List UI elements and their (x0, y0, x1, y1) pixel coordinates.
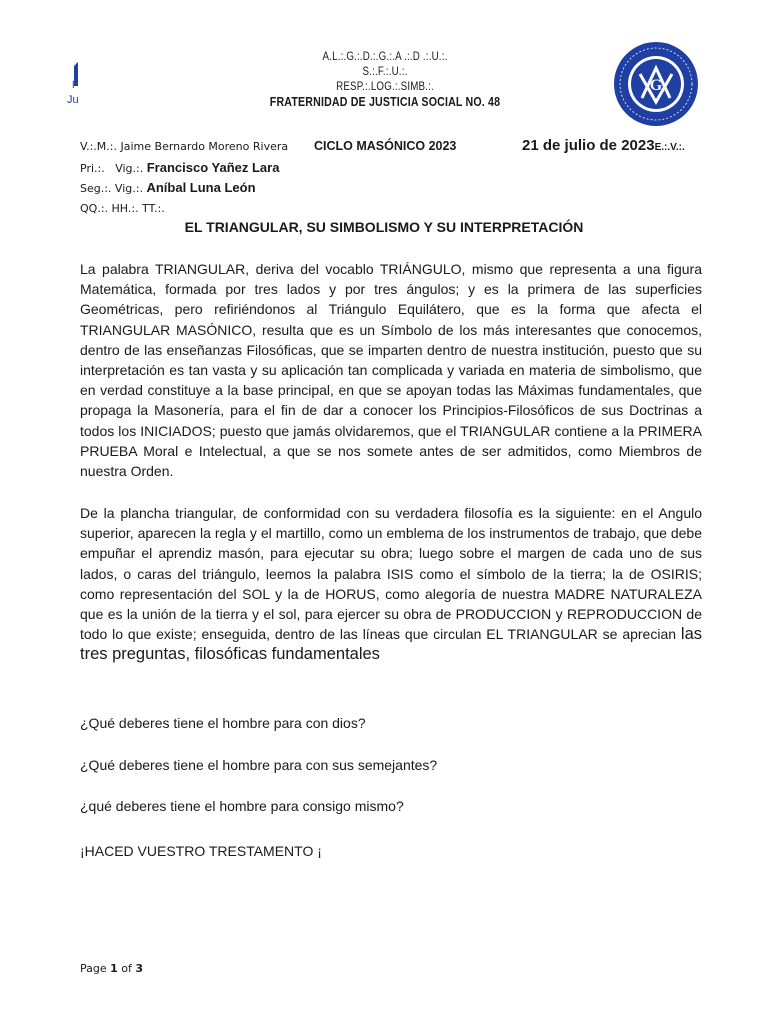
paragraph-2 (80, 503, 702, 665)
brethren-line: QQ.:. HH.:. TT.:. (80, 202, 165, 215)
svg-text:G: G (649, 77, 663, 94)
question-3: ¿qué deberes tiene el hombre para consigo mismo? (80, 798, 404, 814)
vm-name: Jaime Bernardo Moreno Rivera (120, 140, 289, 153)
letterhead-line-3: RESP.:.LOG.:.SIMB.:. (336, 81, 434, 93)
paragraph-2-emphasis: las tres preguntas, filosóficas fundamentales (80, 625, 703, 664)
page-total: 3 (135, 962, 144, 975)
question-1: ¿Qué deberes tiene el hombre para con dios? (80, 715, 366, 731)
vm-prefix: V.:.M.:. (80, 140, 117, 153)
document-title: EL TRIANGULAR, SU SIMBOLISMO Y SU INTERPRETACIÓN (184, 219, 584, 235)
date-era: E.:.V.:. (654, 142, 685, 153)
paragraph-1: La palabra TRIANGULAR, deriva del vocablo TRIÁNGULO, mismo que representa a una figura Matemática, formada por tres lados y por tres ángulos; y es la primera de las superficies Geométricas, pero refiriéndonos al Triángulo Equilátero, que es la forma que afecta el TRIANGULAR MASÓNICO, resulta que es un Símbolo de los más interesantes que conocemos, dentro de las enseñanzas Filosóficas, que se imparten dentro de nuestra institución, puesto que su interpretación es tan vasta y su aplicación tan complicada y variada en materia de simbolismo, que en verdad constituye a la base principal, en que se apoyan todas las Máximas fundamentales, que propaga la Masonería, para el fin de dar a conocer los Principios-Filosóficos de sus Doctrinas a todos los INICIADOS; puesto que jamás olvidaremos, que el TRIANGULAR contiene a la PRIMERA PRUEBA Moral e Intelectual, a que se nos somete antes de ser admitidos, como Miembros de nuestra Orden. (80, 261, 702, 480)
letterhead-line-2: S.:.F.:.U.:. (362, 66, 408, 78)
page-label: Page (80, 962, 107, 975)
second-warden-line (80, 180, 256, 195)
question-2: ¿Qué deberes tiene el hombre para con sus semejantes? (80, 757, 438, 773)
first-warden-name: Francisco Yañez Lara (146, 160, 280, 175)
masonic-cycle: CICLO MASÓNICO 2023 (314, 139, 457, 153)
of-label: of (121, 962, 132, 975)
closing-line: ¡HACED VUESTRO TRESTAMENTO ¡ (80, 843, 322, 859)
first-warden-line (80, 160, 279, 175)
letterhead (211, 50, 560, 110)
document-date (522, 137, 685, 155)
venerable-master-line (80, 140, 288, 153)
first-warden-prefix: Pri.:. Vig.:. (80, 162, 144, 175)
second-warden-prefix: Seg.:. Vig.:. (80, 182, 143, 195)
second-warden-name: Aníbal Luna León (146, 180, 256, 195)
date-main: 21 de julio de 2023 (522, 137, 655, 154)
left-logo-text-2: Ju (67, 94, 79, 106)
page-number: 1 (110, 962, 118, 975)
lodge-name: FRATERNIDAD DE JUSTICIA SOCIAL NO. 48 (269, 95, 501, 109)
page-footer (80, 962, 143, 975)
letterhead-line-1: A.L.:.G.:.D.:.G.:.A .:.D .:.U.:. (322, 51, 448, 63)
paragraph-2-text: De la plancha triangular, de conformidad con su verdadera filosofía es la siguiente: en el Angulo superior, aparecen la regla y el martillo, como un emblema de los instrumentos de trabajo, que debe empuñar el aprendiz masón, para ejecutar su obra; luego sobre el margen de cada uno de sus lados, o caras del triángulo, leemos la palabra ISIS como el símbolo de la tierra; la de OSIRIS; como representación del SOL y la de HORUS, como alegoría de nuestra MADRE NATURALEZA que es la unión de la tierra y el sol, para ejercer su obra de PRODUCCION y REPRODUCCION de todo lo que existe; enseguida, dentro de las líneas que circulan EL TRIANGULAR se aprecian (80, 505, 702, 643)
left-logo (64, 60, 88, 112)
left-logo-text-1: F (72, 80, 79, 91)
masonic-seal-icon (612, 40, 700, 128)
